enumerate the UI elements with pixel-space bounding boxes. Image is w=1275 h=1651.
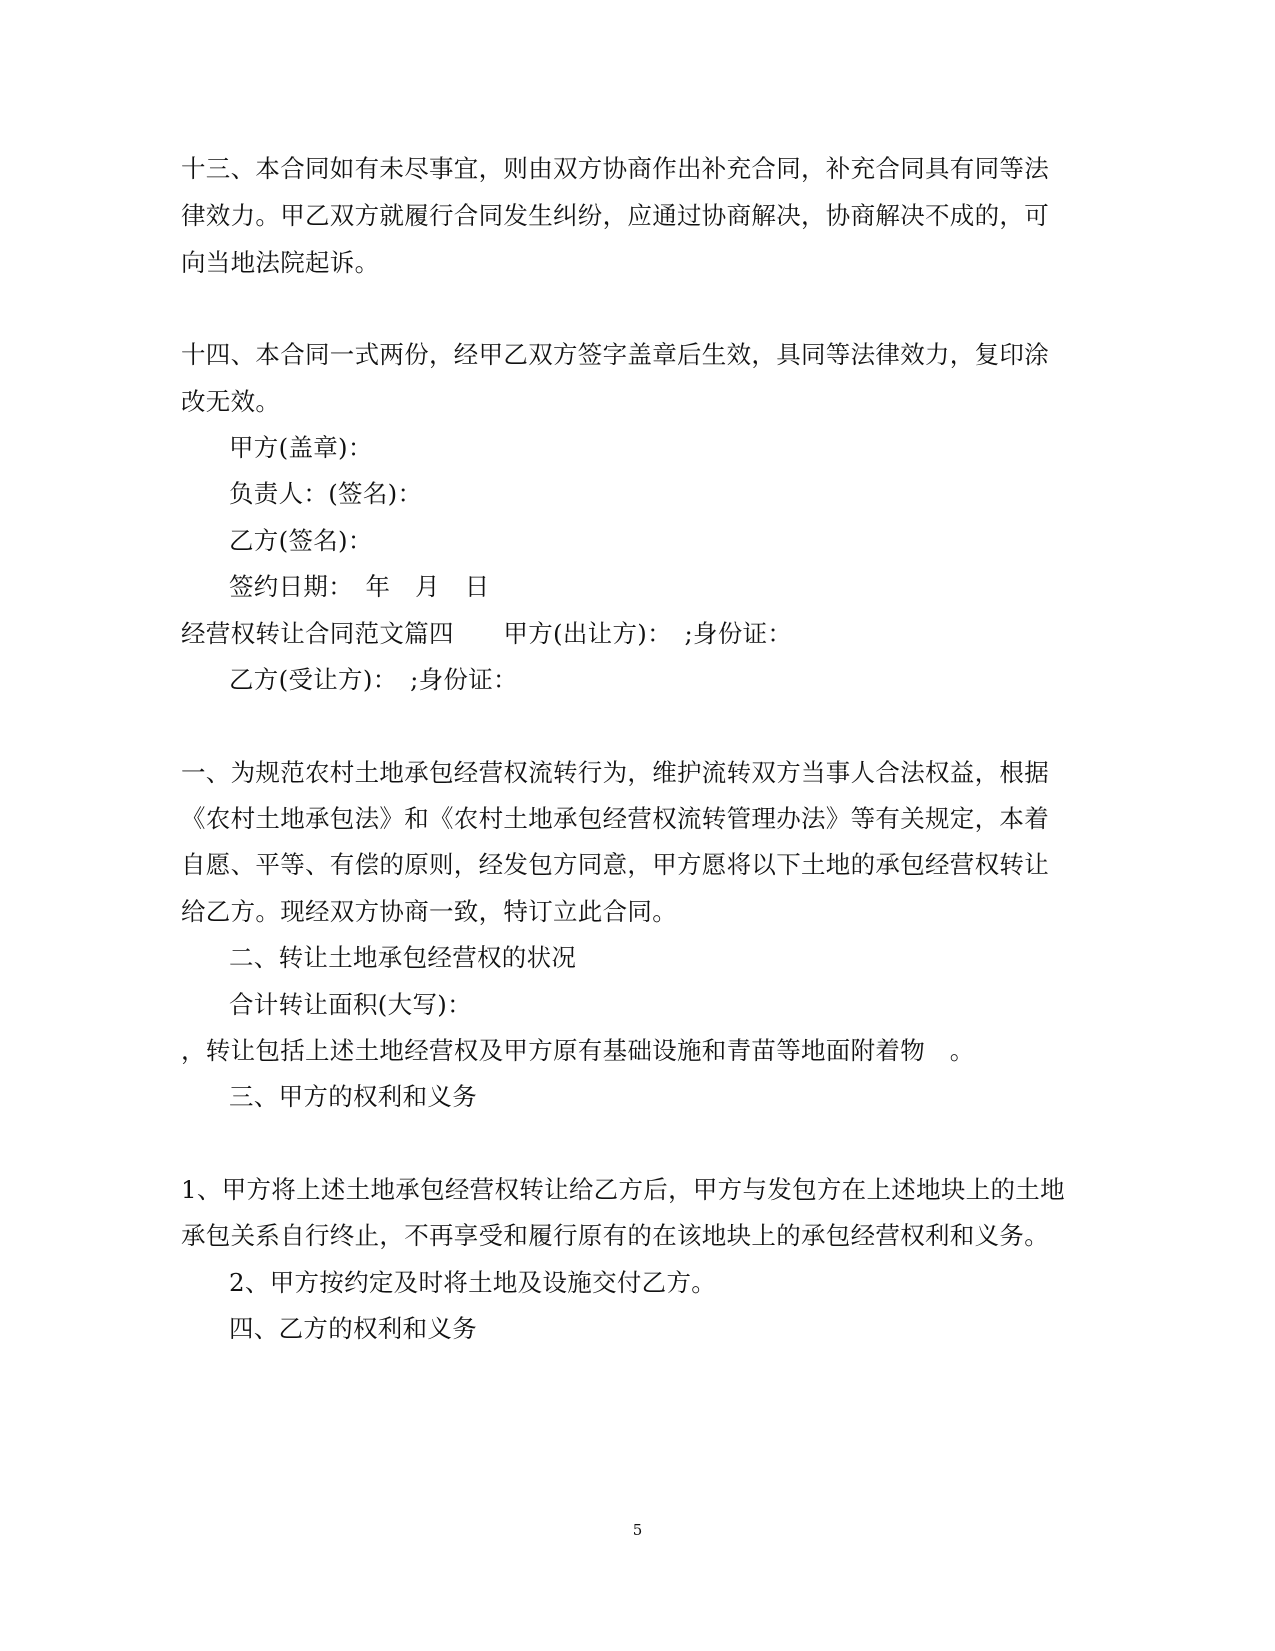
page-number: 5 xyxy=(632,1521,643,1539)
article-3-item-1-line-1: 1、甲方将上述土地承包经营权转让给乙方后，甲方与发包方在上述地块上的土地 xyxy=(181,1175,1065,1204)
total-transfer-area: 合计转让面积(大写)： xyxy=(229,990,472,1019)
article-4-heading: 四、乙方的权利和义务 xyxy=(229,1314,477,1343)
transfer-scope: ，转让包括上述土地经营权及甲方原有基础设施和青苗等地面附着物 。 xyxy=(181,1036,975,1065)
section-title-party-a: 经营权转让合同范文篇四 甲方(出让方)： ;身份证： xyxy=(181,619,793,648)
article-1-line-1: 一、为规范农村土地承包经营权流转行为，维护流转双方当事人合法权益，根据 xyxy=(181,758,1049,787)
article-1-line-2: 《农村土地承包法》和《农村土地承包经营权流转管理办法》等有关规定，本着 xyxy=(181,804,1049,833)
party-a-seal: 甲方(盖章)： xyxy=(229,433,373,462)
article-3-item-1-line-2: 承包关系自行终止，不再享受和履行原有的在该地块上的承包经营权利和义务。 xyxy=(181,1221,1049,1250)
clause-14-line-1: 十四、本合同一式两份，经甲乙双方签字盖章后生效，具同等法律效力，复印涂 xyxy=(181,340,1049,369)
signing-date: 签约日期： 年 月 日 xyxy=(229,572,490,601)
clause-13-line-2: 律效力。甲乙双方就履行合同发生纠纷，应通过协商解决，协商解决不成的，可 xyxy=(181,201,1049,230)
clause-14-line-2: 改无效。 xyxy=(181,387,281,416)
article-2-heading: 二、转让土地承包经营权的状况 xyxy=(229,943,577,972)
article-1-line-3: 自愿、平等、有偿的原则，经发包方同意，甲方愿将以下土地的承包经营权转让 xyxy=(181,850,1049,879)
article-3-item-2: 2、甲方按约定及时将土地及设施交付乙方。 xyxy=(229,1268,717,1297)
party-b-id: 乙方(受让方)： ;身份证： xyxy=(229,665,518,694)
party-b-signature: 乙方(签名)： xyxy=(229,526,373,555)
article-3-heading: 三、甲方的权利和义务 xyxy=(229,1082,477,1111)
clause-13-line-1: 十三、本合同如有未尽事宜，则由双方协商作出补充合同，补充合同具有同等法 xyxy=(181,154,1049,183)
article-1-line-4: 给乙方。现经双方协商一致，特订立此合同。 xyxy=(181,897,677,926)
clause-13-line-3: 向当地法院起诉。 xyxy=(181,248,380,277)
responsible-person-signature: 负责人：(签名)： xyxy=(229,479,423,508)
